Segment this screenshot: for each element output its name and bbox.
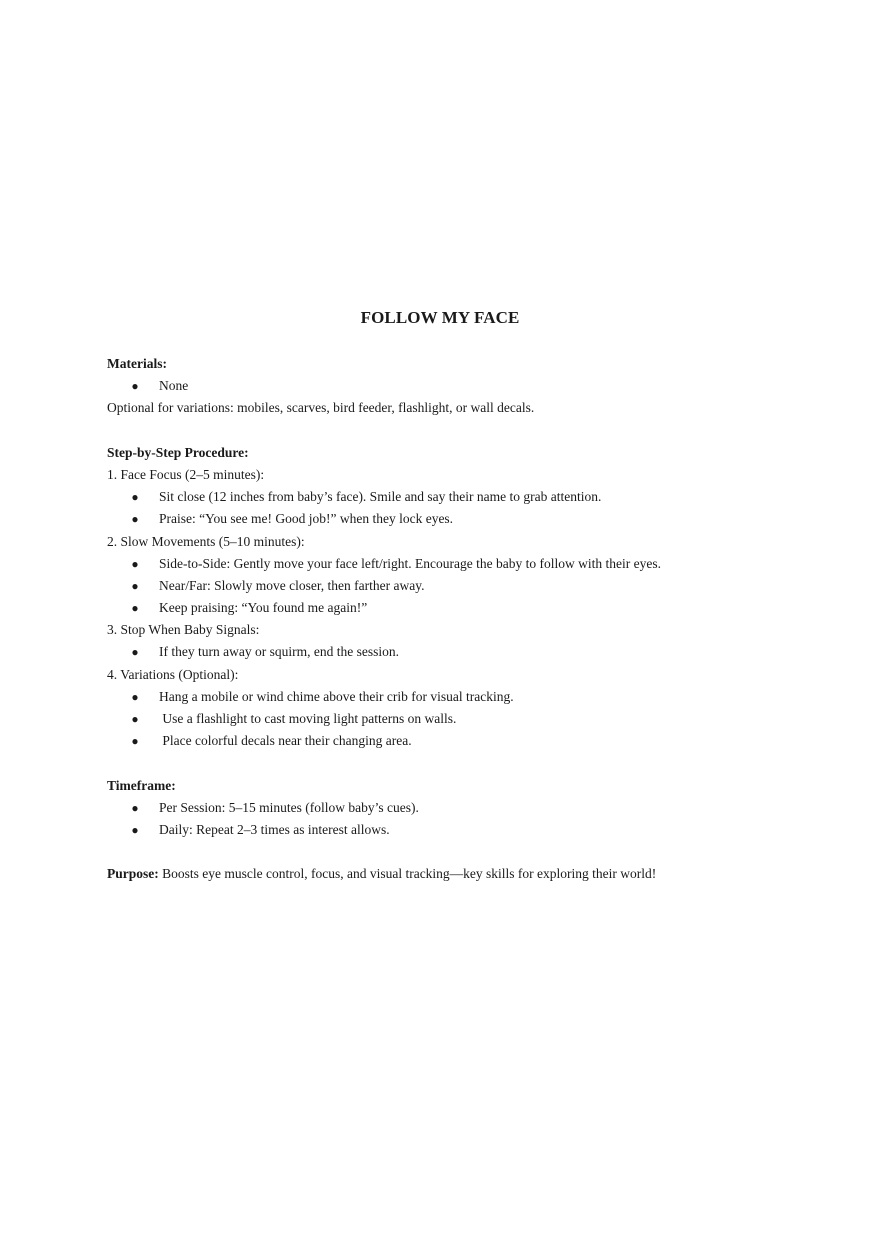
step-bullet: Praise: “You see me! Good job!” when they lock eyes.	[159, 511, 454, 527]
step-bullet: Hang a mobile or wind chime above their crib for visual tracking.	[159, 688, 514, 704]
list-item	[107, 797, 807, 819]
bullet-icon: ●	[131, 512, 139, 527]
list-item	[107, 575, 807, 597]
bullet-icon: ●	[131, 822, 139, 837]
step-bullet: Near/Far: Slowly move closer, then farther away.	[159, 577, 425, 593]
procedure-heading: Step-by-Step Procedure:	[107, 444, 249, 460]
list-item	[107, 819, 807, 841]
bullet-icon: ●	[131, 645, 139, 660]
step-label: 3. Stop When Baby Signals:	[107, 622, 260, 638]
list-item	[107, 730, 807, 752]
materials-item: None	[159, 378, 189, 394]
list-item	[107, 508, 807, 530]
procedure-section	[107, 442, 807, 753]
bullet-icon: ●	[131, 601, 139, 616]
timeframe-section	[107, 775, 807, 842]
timeframe-item: Per Session: 5–15 minutes (follow baby’s cues).	[159, 799, 419, 815]
bullet-icon: ●	[131, 800, 139, 815]
list-item	[107, 686, 807, 708]
timeframe-heading: Timeframe:	[107, 777, 176, 793]
purpose-section	[107, 863, 807, 885]
bullet-icon: ●	[131, 712, 139, 726]
step-label: 2. Slow Movements (5–10 minutes):	[107, 533, 305, 549]
step-bullet: Use a flashlight to cast moving light patterns on walls.	[159, 711, 457, 726]
page-title: FOLLOW MY FACE	[360, 308, 520, 327]
purpose-paragraph	[107, 863, 807, 885]
document-body	[107, 353, 807, 886]
list-item	[107, 597, 807, 619]
list-item	[107, 375, 807, 397]
list-item	[107, 708, 807, 730]
bullet-icon: ●	[131, 578, 139, 593]
purpose-text: Boosts eye muscle control, focus, and visual tracking—key skills for exploring their world!	[158, 866, 657, 882]
materials-optional: Optional for variations: mobiles, scarves, bird feeder, flashlight, or wall decals.	[107, 400, 535, 416]
list-item	[107, 486, 807, 508]
step-bullet: Side-to-Side: Gently move your face left/right. Encourage the baby to follow with their eyes.	[159, 555, 661, 571]
bullet-icon: ●	[131, 556, 139, 571]
step-bullet: Place colorful decals near their changing area.	[159, 733, 412, 749]
step-bullet: Keep praising: “You found me again!”	[159, 600, 368, 616]
purpose-label: Purpose:	[107, 866, 159, 882]
list-item	[107, 553, 807, 575]
step-bullet: If they turn away or squirm, end the session.	[159, 644, 399, 660]
materials-heading: Materials:	[107, 356, 167, 371]
step-bullet: Sit close (12 inches from baby’s face). Smile and say their name to grab attention.	[159, 489, 602, 505]
bullet-icon: ●	[131, 379, 139, 394]
bullet-icon: ●	[131, 734, 139, 749]
step-label: 1. Face Focus (2–5 minutes):	[107, 466, 265, 482]
bullet-icon: ●	[131, 490, 139, 505]
step-label: 4. Variations (Optional):	[107, 666, 239, 682]
materials-section	[107, 353, 807, 420]
timeframe-item: Daily: Repeat 2–3 times as interest allows.	[159, 821, 390, 837]
bullet-icon: ●	[131, 689, 139, 704]
list-item	[107, 641, 807, 663]
